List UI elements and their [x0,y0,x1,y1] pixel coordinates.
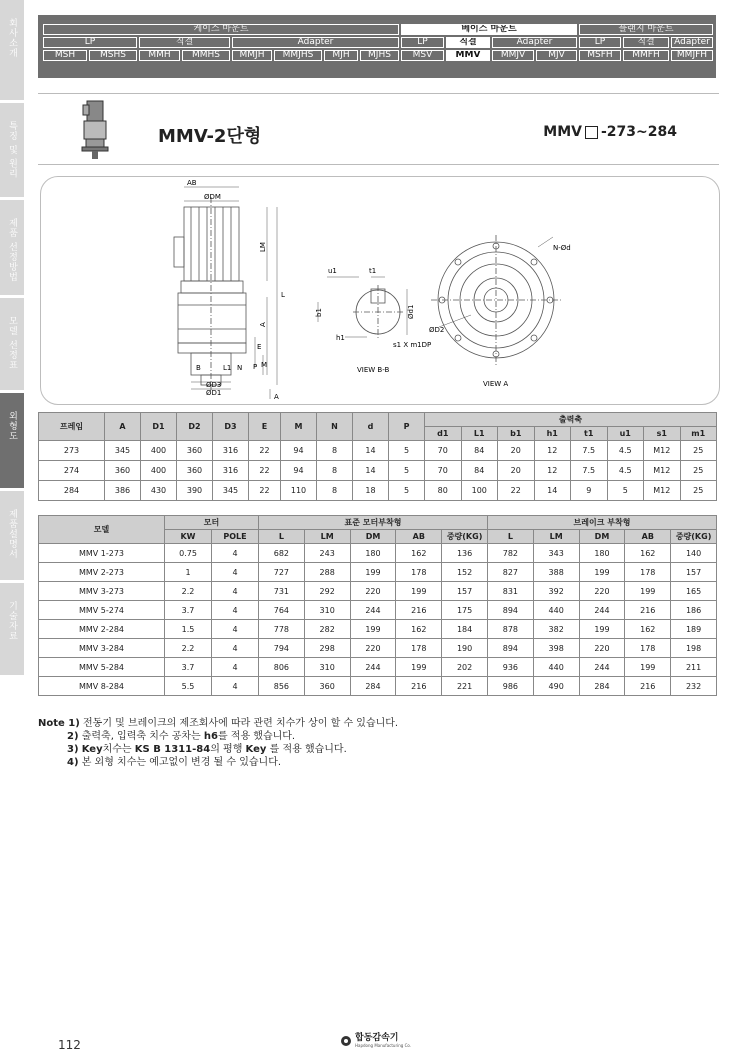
nav-model[interactable]: MMJH [232,50,272,61]
gear-motor-thumbnail-icon [73,99,117,161]
table-cell: 360 [177,441,213,461]
table-cell: 202 [442,658,488,677]
model-row [39,677,717,696]
table-cell: 345 [213,481,249,501]
table-cell: 831 [487,582,533,601]
table-cell: 12 [534,441,571,461]
table-cell: 316 [213,441,249,461]
frame-row [39,441,717,461]
nav-model[interactable]: MSFH [579,50,621,61]
table-cell: 165 [671,582,717,601]
model-row [39,639,717,658]
label-nd: N-Ød [553,244,571,252]
table-cell: 220 [350,582,396,601]
table-cell: M12 [644,461,681,481]
table-cell: 392 [533,582,579,601]
table-cell: MMV 2-284 [39,620,165,639]
table-cell: MMV 1-273 [39,544,165,563]
table-cell: 140 [671,544,717,563]
table-cell: 806 [259,658,305,677]
table-cell: 12 [534,461,571,481]
nav-sub-lp[interactable]: LP [43,37,137,48]
table-cell: 4 [212,658,259,677]
table-cell: 162 [396,620,442,639]
table-cell: 178 [625,563,671,582]
nav-sub-adapter[interactable]: Adapter [492,37,577,48]
table-cell: 490 [533,677,579,696]
table-cell: 20 [498,461,535,481]
table-cell: 216 [396,677,442,696]
table-cell: 221 [442,677,488,696]
label-view-a: VIEW A [483,380,509,388]
table-cell: 178 [396,639,442,658]
table-cell: 220 [350,639,396,658]
table-cell: 220 [579,639,625,658]
table-cell: 5 [389,481,425,501]
label-d3: ØD3 [206,381,222,389]
table-cell: 440 [533,601,579,620]
table-cell: 316 [213,461,249,481]
nav-model[interactable]: MMHS [182,50,230,61]
table-cell: 1 [165,563,212,582]
table-cell: 388 [533,563,579,582]
label-l: L [281,291,285,299]
table-cell: 894 [487,639,533,658]
table-cell: 199 [396,582,442,601]
table-cell: 4 [212,582,259,601]
table-cell: 80 [425,481,462,501]
table-cell: 274 [39,461,105,481]
table-cell: 284 [579,677,625,696]
table-cell: 9 [571,481,608,501]
table-cell: 199 [350,563,396,582]
model-row [39,601,717,620]
table-cell: 100 [461,481,498,501]
nav-model[interactable]: MJHS [360,50,399,61]
table-cell: 25 [680,481,717,501]
table-cell: 2.2 [165,582,212,601]
side-tabs [0,0,24,720]
table-cell: 244 [350,658,396,677]
nav-model[interactable]: MMJV [492,50,534,61]
table-cell: 84 [461,441,498,461]
table-cell: M12 [644,481,681,501]
table-cell: 5 [607,481,644,501]
nav-model-selected[interactable]: MMV [446,50,490,61]
table-cell: 94 [281,441,317,461]
table-cell: 936 [487,658,533,677]
table-cell: 292 [304,582,350,601]
table-cell: 856 [259,677,305,696]
table-cell: 4.5 [607,461,644,481]
frame-row [39,461,717,481]
label-d1: ØD1 [206,389,222,397]
table-cell: 8 [317,481,353,501]
model-prefix: MMV [543,124,582,140]
table-cell: 244 [579,658,625,677]
table-cell: 25 [680,441,717,461]
label-m: M [261,361,268,369]
table-cell: 731 [259,582,305,601]
table-cell: 198 [671,639,717,658]
table-cell: 298 [304,639,350,658]
model-placeholder-box [585,126,598,139]
table-cell: 400 [141,441,177,461]
label-t1: t1 [369,267,377,275]
nav-model[interactable]: MSH [43,50,87,61]
table-cell: 778 [259,620,305,639]
nav-sub-adapter[interactable]: Adapter [671,37,713,48]
nav-sub-direct[interactable]: 직결 [139,37,230,48]
model-table-body [39,544,717,696]
table-cell: 244 [350,601,396,620]
nav-sub-lp[interactable]: LP [579,37,621,48]
table-cell: 8 [317,461,353,481]
table-cell: 894 [487,601,533,620]
table-cell: MMV 5-284 [39,658,165,677]
nav-sub-lp[interactable]: LP [401,37,444,48]
table-cell: 157 [671,563,717,582]
table-cell: 288 [304,563,350,582]
table-cell: 70 [425,441,462,461]
table-cell: 211 [671,658,717,677]
table-cell: 0.75 [165,544,212,563]
note-3: 3) Key치수는 KS B 1311-84의 평행 Key 를 적용 했습니다. [67,744,347,755]
note-4: 4) 본 외형 치수는 예고없이 변경 될 수 있습니다. [67,757,282,768]
top-navigation [38,15,716,78]
table-cell: 386 [105,481,141,501]
table-cell: 162 [625,620,671,639]
table-subheader-row: KW POLE L LM DM AB 중량(KG) L LM DM AB 중량(KG) [39,530,717,544]
table-cell: 878 [487,620,533,639]
model-suffix: -273~284 [601,124,677,140]
outline-drawing [40,176,720,405]
table-cell: 232 [671,677,717,696]
model-row [39,620,717,639]
label-p: P [253,363,258,371]
table-cell: 5 [389,461,425,481]
table-cell: 22 [249,481,281,501]
side-tab-features[interactable]: 특징 및 원리 [0,103,24,200]
table-cell: 3.7 [165,601,212,620]
table-cell: 175 [442,601,488,620]
nav-model[interactable]: MMJHS [274,50,322,61]
table-cell: 243 [304,544,350,563]
table-cell: 400 [141,461,177,481]
table-cell: 22 [498,481,535,501]
label-ab: AB [187,179,197,187]
table-cell: 162 [396,544,442,563]
label-b1: b1 [315,308,323,317]
table-cell: 157 [442,582,488,601]
label-h1: h1 [336,334,345,342]
table-cell: 3.7 [165,658,212,677]
table-cell: 4 [212,639,259,658]
table-cell: 180 [579,544,625,563]
table-cell: 360 [177,461,213,481]
table-cell: 136 [442,544,488,563]
notes [38,717,398,769]
table-cell: 190 [442,639,488,658]
brand-logo [340,1033,411,1048]
label-d2: ØD2 [429,326,445,334]
table-cell: 282 [304,620,350,639]
table-cell: 70 [425,461,462,481]
brand-subtitle: Hapdong Manufacturing Co. [355,1043,412,1048]
table-cell: 343 [533,544,579,563]
nav-sub-direct[interactable]: 직결 [446,37,490,48]
nav-model[interactable]: MMJFH [671,50,713,61]
table-cell: MMV 3-284 [39,639,165,658]
table-cell: 345 [105,441,141,461]
table-cell: 764 [259,601,305,620]
model-row [39,582,717,601]
table-cell: 110 [281,481,317,501]
side-tab-manual[interactable]: 제품설명서 [0,491,24,583]
table-header-row: 프레임 A D1 D2 D3 E M N d P 출력축 [39,413,717,427]
label-l1: L1 [223,364,232,372]
label-dm: ØDM [204,193,221,201]
table-cell: 7.5 [571,441,608,461]
table-cell: 178 [625,639,671,658]
table-cell: 199 [350,620,396,639]
table-cell: 310 [304,658,350,677]
label-u1: u1 [328,267,337,275]
table-cell: 8 [317,441,353,461]
nav-sub-direct[interactable]: 직결 [623,37,669,48]
table-cell: MMV 8-284 [39,677,165,696]
label-lm: LM [259,242,267,252]
table-cell: 4.5 [607,441,644,461]
model-dimension-table [38,515,717,696]
table-cell: 310 [304,601,350,620]
table-cell: 440 [533,658,579,677]
table-cell: 184 [442,620,488,639]
note-1: Note 1) 전동기 및 브레이크의 제조회사에 따라 관련 치수가 상이 할 수 있습니다. [38,718,399,729]
table-cell: 382 [533,620,579,639]
label-keyway: s1 X m1DP [393,341,432,349]
brand-name: 합동감속기 [355,1033,399,1043]
model-row [39,658,717,677]
table-cell: 273 [39,441,105,461]
table-cell: 2.2 [165,639,212,658]
gear-logo-icon [340,1035,352,1047]
label-e: E [257,343,262,351]
table-cell: 430 [141,481,177,501]
table-cell: 189 [671,620,717,639]
table-cell: 360 [105,461,141,481]
table-cell: MMV 5-274 [39,601,165,620]
frame-table-body [39,441,717,501]
table-cell: 390 [177,481,213,501]
nav-group-case[interactable]: 케이스 마운트 [43,24,399,35]
nav-model[interactable]: MJV [536,50,577,61]
table-cell: 244 [579,601,625,620]
model-code [543,124,677,140]
model-row [39,544,717,563]
table-cell: 180 [350,544,396,563]
table-cell: 682 [259,544,305,563]
table-cell: 4 [212,563,259,582]
table-cell: MMV 3-273 [39,582,165,601]
table-cell: 22 [249,461,281,481]
table-cell: 199 [625,658,671,677]
table-cell: 4 [212,620,259,639]
label-view-bb: VIEW B-B [357,366,390,374]
table-cell: 152 [442,563,488,582]
table-cell: 782 [487,544,533,563]
nav-group-base[interactable]: 베이스 마운트 [401,24,577,35]
table-cell: 4 [212,601,259,620]
side-tab-technical[interactable]: 기술자료 [0,583,24,678]
table-cell: 199 [396,658,442,677]
side-tab-selection[interactable]: 제품 선정방법 [0,200,24,298]
frame-row [39,481,717,501]
table-cell: 178 [396,563,442,582]
nav-group-flange[interactable]: 플랜지 마운트 [579,24,713,35]
table-cell: 25 [680,461,717,481]
label-a: A [259,322,267,327]
table-header-row: 모델 모터 표준 모터부착형 브레이크 부착형 [39,516,717,530]
table-cell: 186 [671,601,717,620]
table-cell: 7.5 [571,461,608,481]
side-tab-outline[interactable]: 외형도 [0,393,24,491]
table-cell: 22 [249,441,281,461]
table-cell: 5.5 [165,677,212,696]
table-cell: 1.5 [165,620,212,639]
side-tab-company[interactable]: 회사소개 [0,0,24,103]
table-cell: 94 [281,461,317,481]
side-tab-model-table[interactable]: 모델 선정표 [0,298,24,393]
table-cell: 199 [579,620,625,639]
table-cell: 986 [487,677,533,696]
table-cell: 199 [579,563,625,582]
note-2: 2) 출력축, 입력축 치수 공차는 h6를 적용 했습니다. [67,731,296,742]
label-b: B [196,364,201,372]
nav-model[interactable]: MMH [139,50,180,61]
table-cell: 14 [353,441,389,461]
table-cell: 284 [39,481,105,501]
table-cell: 4 [212,544,259,563]
page-title: MMV-2단형 [158,126,262,147]
table-cell: M12 [644,441,681,461]
table-cell: 216 [396,601,442,620]
table-cell: 20 [498,441,535,461]
frame-dimension-table [38,412,717,501]
label-n: N [237,364,243,372]
page-number: 112 [58,1038,81,1052]
table-cell: 398 [533,639,579,658]
table-subheader-row: d1 L1 b1 h1 t1 u1 s1 m1 [39,427,717,441]
table-cell: 284 [350,677,396,696]
nav-model[interactable]: MJH [324,50,358,61]
table-cell: 216 [625,601,671,620]
table-cell: 199 [625,582,671,601]
outline-drawing-svg [41,177,721,406]
table-cell: 14 [353,461,389,481]
table-cell: 84 [461,461,498,481]
nav-model[interactable]: MSV [401,50,444,61]
label-a-arrow: A [274,393,279,401]
model-row [39,563,717,582]
table-cell: 794 [259,639,305,658]
table-cell: 162 [625,544,671,563]
label-od1: Ød1 [407,304,415,319]
table-cell: 360 [304,677,350,696]
table-cell: 5 [389,441,425,461]
nav-model[interactable]: MMFH [623,50,669,61]
nav-sub-adapter[interactable]: Adapter [232,37,399,48]
nav-model[interactable]: MSHS [89,50,137,61]
product-header [38,93,719,165]
table-cell: MMV 2-273 [39,563,165,582]
table-cell: 4 [212,677,259,696]
table-cell: 18 [353,481,389,501]
table-cell: 216 [625,677,671,696]
table-cell: 220 [579,582,625,601]
table-cell: 14 [534,481,571,501]
table-cell: 727 [259,563,305,582]
table-cell: 827 [487,563,533,582]
